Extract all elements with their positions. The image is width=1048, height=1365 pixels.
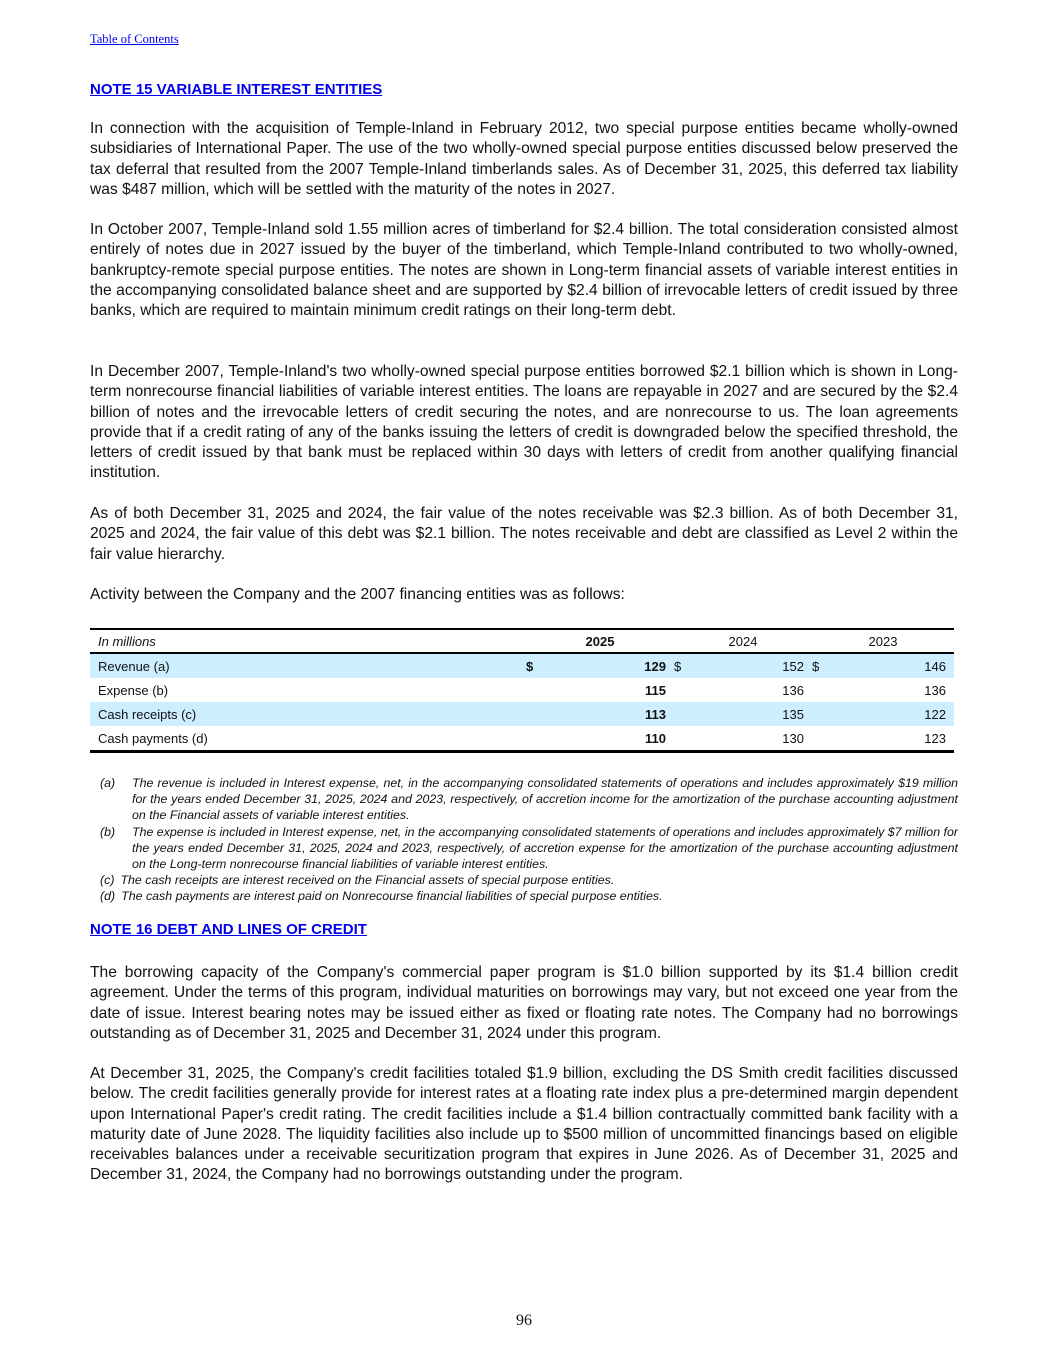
- note-15-paragraph-4: As of both December 31, 2025 and 2024, the fair value of the notes receivable was $2.3 billion. As of both December 31, 2025 and 2024, the fair value of this debt was $2.1 billion. The notes receivable and debt are classified as Level 2 within the fair value hierarchy.: [90, 505, 958, 563]
- financing-entities-activity-table: [90, 628, 954, 753]
- value-2025: 110: [645, 730, 666, 746]
- value-2024: 152: [782, 658, 804, 674]
- footnote-text: The revenue is included in Interest expense, net, in the accompanying consolidated statements of operations and includes approximately $19 million for the years ended December 31, 2025, 2024 and 2023, respectively, of accretion income for the amortization of the purchase accounting adjustment on the Financial assets of variable interest entities.: [132, 776, 958, 823]
- column-header-2024: 2024: [728, 633, 758, 649]
- footnote-mark: (c): [100, 873, 115, 888]
- value-2024: 135: [782, 706, 804, 722]
- row-label: Expense (b): [98, 682, 169, 698]
- table-row-cash-payments: [90, 726, 954, 752]
- row-label: Cash receipts (c): [98, 706, 197, 722]
- table-footnotes: [100, 775, 958, 905]
- footnote-mark: (a): [100, 776, 116, 790]
- currency-symbol: $: [526, 658, 534, 674]
- footnote-mark: (d): [100, 889, 116, 904]
- value-2025: 113: [645, 706, 666, 722]
- page-number: 96: [516, 1312, 532, 1329]
- note-16-paragraph-1: The borrowing capacity of the Company's commercial paper program is $1.0 billion supported by its $1.4 billion credit agreement. Under the terms of this program, individual maturities on borrowings may vary, but not exceed one year from the date of issue. Interest bearing notes may be issued either as fixed or floating rate notes. The Company had no borrowings outstanding as of December 31, 2025 and December 31, 2024 under this program.: [90, 964, 958, 1042]
- row-label: Revenue (a): [98, 658, 170, 674]
- note-15-paragraph-2: In October 2007, Temple-Inland sold 1.55 million acres of timberland for $2.4 billion. The total consideration consisted almost entirely of notes due in 2027 issued by the buyer of the timberland, which Temple-Inland contributed to two wholly-owned, bankruptcy-remote special purpose entities. The notes are shown in Long-term financial assets of variable interest entities in the accompanying consolidated balance sheet and are supported by $2.4 billion of irrevocable letters of credit issued by three banks, which are required to maintain minimum credit ratings on their long-term debt.: [90, 221, 958, 320]
- row-label: Cash payments (d): [98, 730, 208, 746]
- note-15-paragraph-3: In December 2007, Temple-Inland's two wholly-owned special purpose entities borrowed $2.1 billion which is shown in Long-term nonrecourse financial liabilities of variable interest entities. The loans are repayable in 2027 and are secured by the $2.4 billion of notes and the irrevocable letters of credit securing the notes, and are nonrecourse to us. The loan agreements provide that if a credit rating of any of the banks issuing the letters of credit is downgraded below the specified threshold, the letters of credit issued by that bank must be replaced within 30 days with letters of credit from another qualifying financial institution.: [90, 363, 958, 482]
- note-15-title[interactable]: NOTE 15 VARIABLE INTEREST ENTITIES: [90, 81, 383, 98]
- footnote-b: [100, 824, 958, 873]
- footnote-text: The cash payments are interest paid on Nonrecourse financial liabilities of special purpose entities.: [121, 889, 663, 904]
- column-header-2025: 2025: [585, 633, 615, 649]
- note-16-title[interactable]: NOTE 16 DEBT AND LINES OF CREDIT: [90, 921, 367, 938]
- note-15-table-intro: Activity between the Company and the 2007 financing entities was as follows:: [90, 586, 625, 603]
- currency-symbol: $: [674, 658, 682, 674]
- footnote-c: [100, 872, 958, 888]
- currency-symbol: $: [812, 658, 820, 674]
- column-header-2023: 2023: [868, 633, 898, 649]
- value-2023: 146: [924, 658, 946, 674]
- table-of-contents-link[interactable]: Table of Contents: [90, 32, 179, 46]
- value-2023: 122: [924, 706, 946, 722]
- footnote-text: The cash receipts are interest received on the Financial assets of special purpose entities.: [120, 873, 615, 888]
- note-16-paragraph-2: At December 31, 2025, the Company's credit facilities totaled $1.9 billion, excluding the DS Smith credit facilities discussed below. The credit facilities generally provide for interest rates at a floating rate index plus a pre-determined margin dependent upon International Paper's credit rating. The credit facilities include a $1.4 billion contractually committed bank facility with a maturity date of June 2028. The liquidity facilities also include up to $500 million of uncommitted financings based on eligible receivables balances under a receivable securitization program that expires in June 2026. As of December 31, 2025 and December 31, 2024, the Company had no borrowings outstanding under the program.: [90, 1065, 958, 1184]
- table-row-cash-receipts: [90, 702, 954, 726]
- footnote-text: The expense is included in Interest expense, net, in the accompanying consolidated statements of operations and includes approximately $7 million for the years ended December 31, 2025, 2024 and 2023, respectively, of accretion expense for the amortization of the purchase accounting adjustment on the Long-term nonrecourse financial liabilities of variable interest entities.: [132, 824, 958, 872]
- table-row-expense: [90, 678, 954, 702]
- note-15-paragraph-1: In connection with the acquisition of Temple-Inland in February 2012, two special purpose entities became wholly-owned subsidiaries of International Paper. The use of the two wholly-owned special purpose entities discussed below preserved the tax deferral that resulted from the 2007 Temple-Inland timberlands sales. As of December 31, 2025, this deferred tax liability was $487 million, which will be settled with the maturity of the notes in 2027.: [90, 120, 958, 198]
- value-2025: 115: [645, 682, 666, 698]
- value-2023: 123: [924, 730, 946, 746]
- value-2024: 136: [782, 682, 804, 698]
- table-header-row: [90, 629, 954, 653]
- table-row-revenue: [90, 653, 954, 678]
- footnote-a: [100, 775, 958, 824]
- value-2023: 136: [924, 682, 946, 698]
- unit-label: In millions: [98, 633, 156, 649]
- value-2024: 130: [782, 730, 804, 746]
- value-2025: 129: [644, 658, 666, 674]
- footnote-mark: (b): [100, 824, 116, 839]
- footnote-d: [100, 888, 958, 904]
